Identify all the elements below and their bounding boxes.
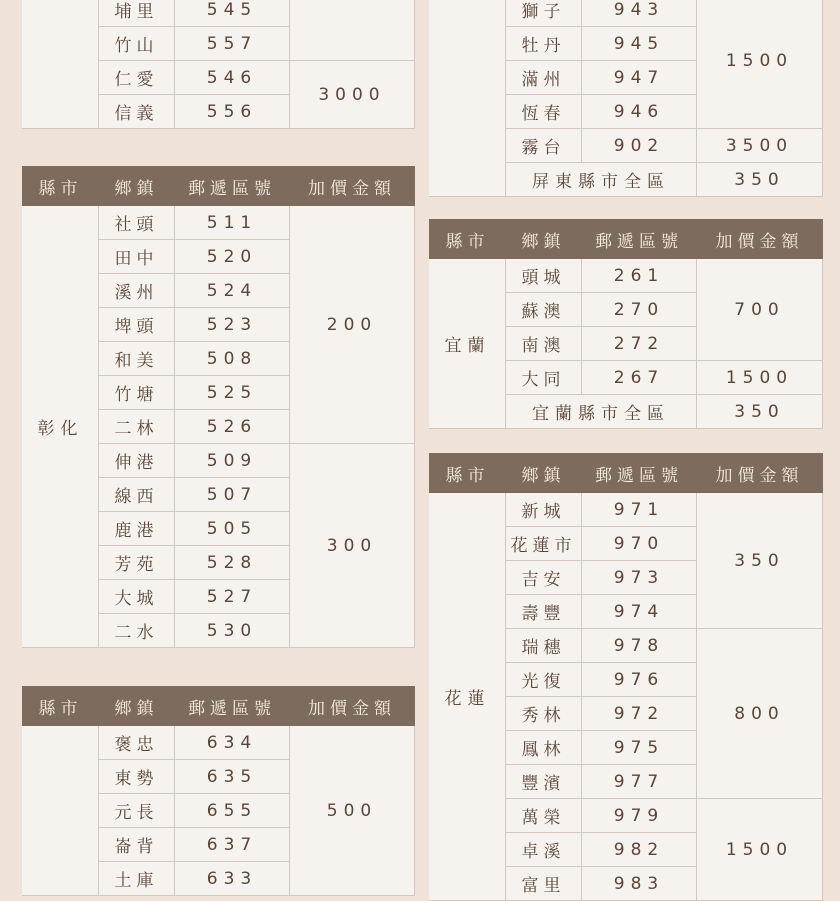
zip-cell: 557 [175, 27, 290, 61]
town-cell: 新城 [506, 493, 582, 527]
town-cell: 二林 [99, 410, 175, 444]
town-cell: 牡丹 [506, 27, 582, 61]
zip-cell: 530 [175, 614, 290, 648]
all-area-cell: 宜蘭縣市全區 [506, 395, 697, 429]
town-cell: 光復 [506, 663, 582, 697]
town-cell: 卓溪 [506, 833, 582, 867]
town-cell: 和美 [99, 342, 175, 376]
town-cell: 吉安 [506, 561, 582, 595]
town-cell: 鹿港 [99, 512, 175, 546]
zip-cell: 545 [175, 0, 290, 27]
table-header-row [23, 167, 415, 206]
town-cell: 蘇澳 [506, 293, 582, 327]
zip-cell: 527 [175, 580, 290, 614]
zip-cell: 520 [175, 240, 290, 274]
town-cell: 社頭 [99, 206, 175, 240]
zip-cell: 272 [582, 327, 697, 361]
fee-cell: 700 [697, 259, 823, 361]
header-county: 縣市 [430, 454, 506, 493]
zip-cell: 977 [582, 765, 697, 799]
zip-cell: 267 [582, 361, 697, 395]
header-county: 縣市 [23, 167, 99, 206]
zip-cell: 983 [582, 867, 697, 901]
zip-cell: 556 [175, 95, 290, 129]
zip-cell: 523 [175, 308, 290, 342]
county-cell: 花蓮 [430, 493, 506, 901]
zip-cell: 505 [175, 512, 290, 546]
town-cell: 萬榮 [506, 799, 582, 833]
zip-cell: 525 [175, 376, 290, 410]
town-cell: 秀林 [506, 697, 582, 731]
header-town: 鄉鎮 [506, 454, 582, 493]
pingtung-fee-table [429, 0, 823, 197]
table-header-row [23, 687, 415, 726]
header-fee: 加價金額 [290, 687, 415, 726]
header-fee: 加價金額 [697, 454, 823, 493]
all-area-cell: 屏東縣市全區 [506, 163, 697, 197]
town-cell: 元長 [99, 794, 175, 828]
zip-cell: 634 [175, 726, 290, 760]
town-cell: 崙背 [99, 828, 175, 862]
header-county: 縣市 [23, 687, 99, 726]
town-cell: 東勢 [99, 760, 175, 794]
header-town: 鄉鎮 [506, 220, 582, 259]
town-cell: 豐濱 [506, 765, 582, 799]
town-cell: 信義 [99, 95, 175, 129]
zip-cell: 976 [582, 663, 697, 697]
header-town: 鄉鎮 [99, 687, 175, 726]
town-cell: 伸港 [99, 444, 175, 478]
town-cell: 土庫 [99, 862, 175, 896]
town-cell: 仁愛 [99, 61, 175, 95]
header-zip: 郵遞區號 [582, 454, 697, 493]
table-row [23, 206, 415, 240]
zip-cell: 982 [582, 833, 697, 867]
header-county: 縣市 [430, 220, 506, 259]
town-cell: 埔里 [99, 0, 175, 27]
fee-cell: 1500 [697, 799, 823, 901]
town-cell: 竹山 [99, 27, 175, 61]
header-town: 鄉鎮 [99, 167, 175, 206]
zip-cell: 528 [175, 546, 290, 580]
table-row [430, 0, 823, 27]
zip-cell: 970 [582, 527, 697, 561]
zip-cell: 655 [175, 794, 290, 828]
zip-cell: 973 [582, 561, 697, 595]
header-zip: 郵遞區號 [175, 687, 290, 726]
zip-cell: 635 [175, 760, 290, 794]
yunlin-fee-table [22, 686, 415, 896]
town-cell: 線西 [99, 478, 175, 512]
zip-cell: 508 [175, 342, 290, 376]
zip-cell: 975 [582, 731, 697, 765]
town-cell: 南澳 [506, 327, 582, 361]
town-cell: 埤頭 [99, 308, 175, 342]
county-cell: 彰化 [23, 206, 99, 648]
fee-cell: 300 [290, 444, 415, 648]
table-row [23, 726, 415, 760]
county-cell [430, 0, 506, 197]
fee-cell: 3000 [290, 61, 415, 129]
zip-cell: 978 [582, 629, 697, 663]
hualien-fee-table [429, 453, 823, 901]
zip-cell: 507 [175, 478, 290, 512]
table-header-row [430, 454, 823, 493]
town-cell: 溪州 [99, 274, 175, 308]
town-cell: 大同 [506, 361, 582, 395]
zip-cell: 270 [582, 293, 697, 327]
zip-cell: 902 [582, 129, 697, 163]
zip-cell: 945 [582, 27, 697, 61]
fee-cell: 3500 [697, 129, 823, 163]
town-cell: 大城 [99, 580, 175, 614]
town-cell: 壽豐 [506, 595, 582, 629]
fee-cell: 800 [697, 629, 823, 799]
nantou-fee-table [22, 0, 415, 129]
town-cell: 霧台 [506, 129, 582, 163]
town-cell: 富里 [506, 867, 582, 901]
zip-cell: 524 [175, 274, 290, 308]
yilan-fee-table [429, 219, 823, 429]
fee-cell: 350 [697, 395, 823, 429]
zip-cell: 979 [582, 799, 697, 833]
fee-cell: 1500 [697, 0, 823, 129]
zip-cell: 971 [582, 493, 697, 527]
fee-cell: 500 [290, 726, 415, 896]
county-cell [23, 726, 99, 896]
town-cell: 滿州 [506, 61, 582, 95]
header-zip: 郵遞區號 [175, 167, 290, 206]
zip-cell: 511 [175, 206, 290, 240]
town-cell: 鳳林 [506, 731, 582, 765]
zip-cell: 946 [582, 95, 697, 129]
fee-cell [290, 0, 415, 61]
town-cell: 二水 [99, 614, 175, 648]
changhua-fee-table [22, 166, 415, 648]
town-cell: 田中 [99, 240, 175, 274]
fee-cell: 350 [697, 493, 823, 629]
table-row [430, 493, 823, 527]
zip-cell: 526 [175, 410, 290, 444]
zip-cell: 972 [582, 697, 697, 731]
town-cell: 竹塘 [99, 376, 175, 410]
zip-cell: 509 [175, 444, 290, 478]
town-cell: 褒忠 [99, 726, 175, 760]
county-cell [23, 0, 99, 129]
town-cell: 恆春 [506, 95, 582, 129]
header-fee: 加價金額 [697, 220, 823, 259]
zip-cell: 261 [582, 259, 697, 293]
header-zip: 郵遞區號 [582, 220, 697, 259]
fee-cell: 200 [290, 206, 415, 444]
town-cell: 頭城 [506, 259, 582, 293]
town-cell: 瑞穗 [506, 629, 582, 663]
town-cell: 芳苑 [99, 546, 175, 580]
zip-cell: 943 [582, 0, 697, 27]
table-row [430, 259, 823, 293]
zip-cell: 633 [175, 862, 290, 896]
table-row [23, 0, 415, 27]
county-cell: 宜蘭 [430, 259, 506, 429]
zip-cell: 637 [175, 828, 290, 862]
zip-cell: 947 [582, 61, 697, 95]
zip-cell: 974 [582, 595, 697, 629]
table-header-row [430, 220, 823, 259]
town-cell: 花蓮市 [506, 527, 582, 561]
fee-cell: 1500 [697, 361, 823, 395]
fee-cell: 350 [697, 163, 823, 197]
zip-cell: 546 [175, 61, 290, 95]
header-fee: 加價金額 [290, 167, 415, 206]
town-cell: 獅子 [506, 0, 582, 27]
